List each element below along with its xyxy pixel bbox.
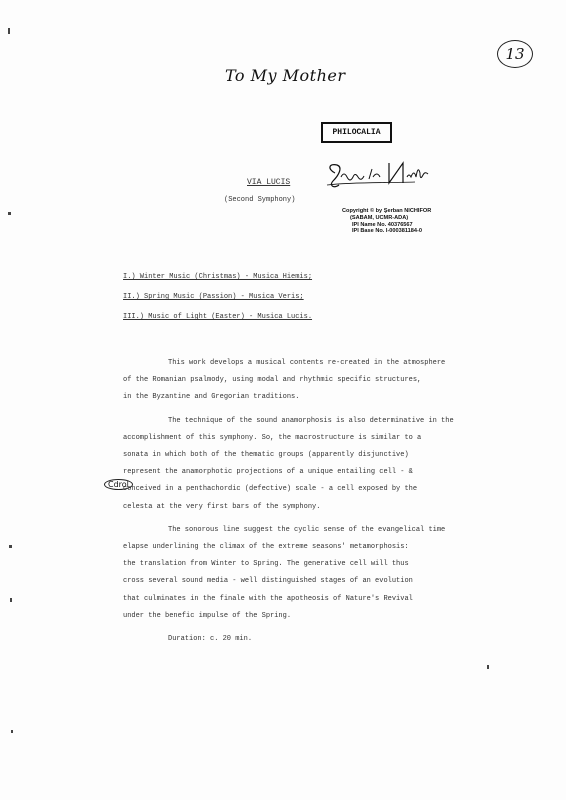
page-number: 13 [497,40,533,68]
text-line: accomplishment of this symphony. So, the macrostructure is similar to a [123,433,422,442]
text-line: in the Byzantine and Gregorian traditions. [123,393,300,402]
paragraph [123,522,498,625]
work-title: VIA LUCIS [247,178,291,187]
dedication: To My Mother [225,66,346,85]
movement-item: I.) Winter Music (Christmas) - Musica Hiemis; [123,273,313,281]
text-line: The technique of the sound anamorphosis is also determinative in the [168,416,454,425]
scan-mark [9,545,12,548]
copyright-line: IPI Name No. 40376567 [352,221,413,228]
paragraph [123,631,498,648]
text-line: that culminates in the finale with the apotheosis of Nature's Revival [123,594,413,603]
handwritten-signature [323,155,433,195]
text-line: of the Romanian psalmody, using modal and rhythmic specific structures, [123,376,422,385]
copyright-line: (SABAM, UCMR-ADA) [350,214,409,221]
copyright-line: Copyright © by Şerban NICHIFOR [342,208,432,214]
text-line: under the benefic impulse of the Spring. [123,611,292,620]
movement-list [123,267,312,327]
text-line: celesta at the very first bars of the symphony. [123,502,321,511]
text-line: elapse underlining the climax of the extreme seasons' metamorphosis: [123,543,409,552]
margin-annotation: Cdrol [104,479,133,490]
copyright-line: IPI Base No. I-000381184-0 [352,228,422,235]
copyright-block [342,208,431,235]
text-line: sonata in which both of the thematic groups (apparently disjunctive) [123,451,409,460]
text-line: conceived in a penthachordic (defective) scale - a cell exposed by the [123,485,418,494]
collection-label: PHILOCALIA [321,122,392,143]
scan-mark [11,730,13,733]
scan-mark [8,212,11,215]
description-text [123,355,498,654]
scan-mark [487,665,489,669]
text-line: represent the anamorphotic projections of a unique entailing cell - & [123,468,413,477]
paragraph [123,413,498,516]
text-line: the translation from Winter to Spring. The generative cell will thus [123,560,409,569]
movement-item: III.) Music of Light (Easter) - Musica Lucis. [123,313,313,321]
movement-item: II.) Spring Music (Passion) - Musica Veris; [123,293,304,301]
scan-mark [10,598,12,602]
text-line: The sonorous line suggest the cyclic sense of the evangelical time [168,525,446,534]
paragraph [123,355,498,407]
work-subtitle: (Second Symphony) [224,196,296,204]
scan-mark [8,28,10,34]
text-line: cross several sound media - well distinguished stages of an evolution [123,577,413,586]
text-line: This work develops a musical contents re-created in the atmosphere [168,359,446,367]
text-line: Duration: c. 20 min. [168,635,253,644]
